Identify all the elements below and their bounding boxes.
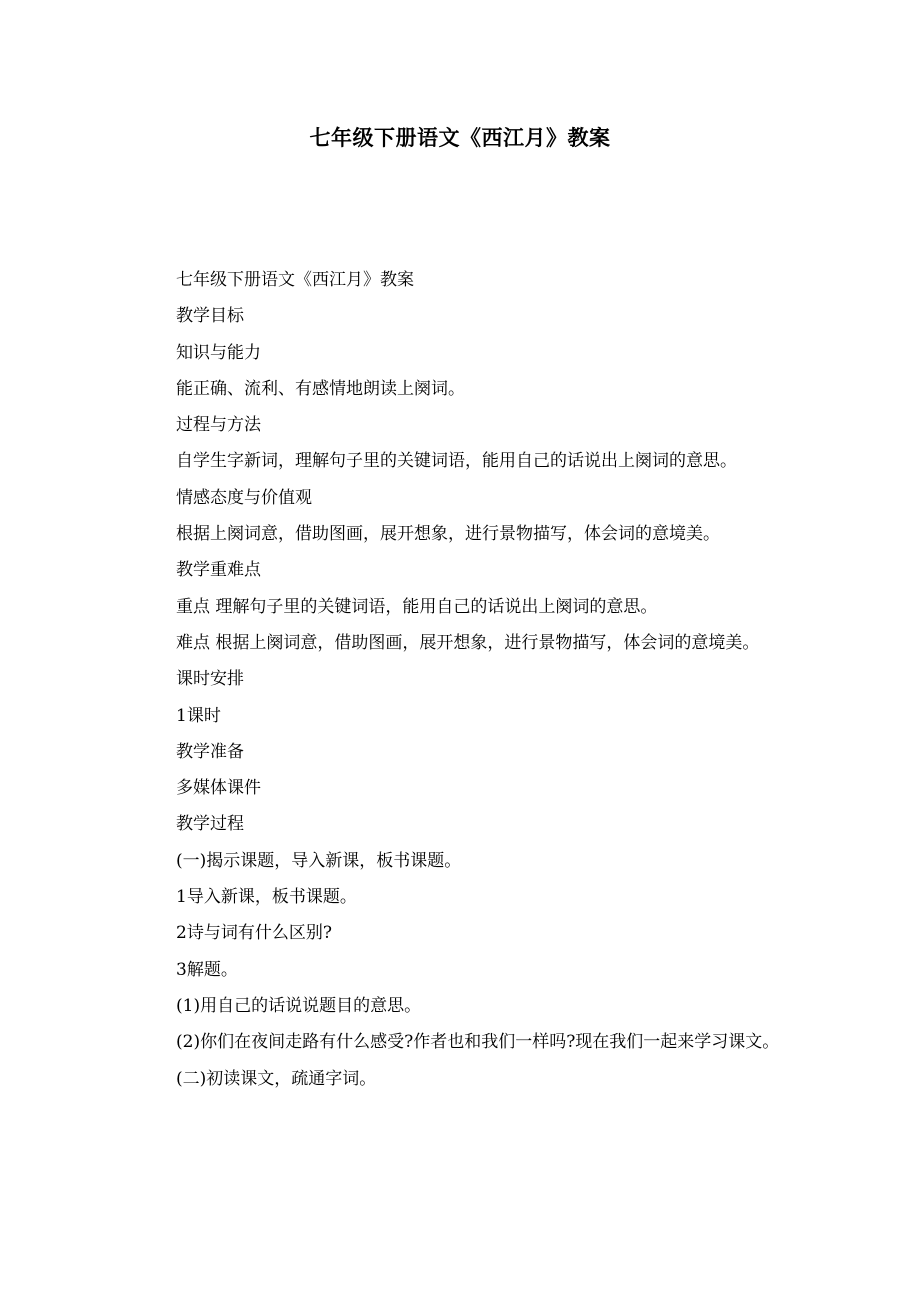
- subsection-heading: 知识与能力: [176, 342, 261, 363]
- section-heading: 课时安排: [176, 669, 244, 690]
- section-heading: 教学重难点: [176, 560, 261, 581]
- paragraph: 多媒体课件: [176, 778, 261, 799]
- subsection-heading: 过程与方法: [176, 415, 261, 436]
- paragraph: 2诗与词有什么区别?: [176, 923, 332, 944]
- section-heading: 教学目标: [176, 306, 244, 327]
- document-body: [140, 262, 788, 1097]
- paragraph: 根据上阕词意，借助图画，展开想象，进行景物描写，体会词的意境美。: [176, 524, 720, 545]
- section-heading: 教学准备: [176, 741, 244, 762]
- paragraph: 1课时: [176, 705, 221, 726]
- paragraph: (二)初读课文，疏通字词。: [176, 1068, 377, 1089]
- paragraph: (一)揭示课题，导入新课，板书课题。: [176, 850, 462, 871]
- paragraph: (1)用自己的话说说题目的意思。: [176, 995, 422, 1016]
- paragraph: 3解题。: [176, 959, 238, 980]
- section-heading: 教学过程: [176, 814, 244, 835]
- subsection-heading: 情感态度与价值观: [176, 487, 312, 508]
- paragraph: 能正确、流利、有感情地朗读上阕词。: [176, 378, 465, 399]
- paragraph: (2)你们在夜间走路有什么感受?作者也和我们一样吗?现在我们一起来学习课文。: [176, 1032, 780, 1053]
- paragraph: 七年级下册语文《西江月》教案: [176, 270, 414, 290]
- paragraph: 1导入新课，板书课题。: [176, 887, 357, 908]
- document-title: 七年级下册语文《西江月》教案: [309, 125, 611, 150]
- paragraph: 重点 理解句子里的关键词语，能用自己的话说出上阕词的意思。: [176, 596, 658, 617]
- paragraph: 自学生字新词，理解句子里的关键词语，能用自己的话说出上阕词的意思。: [176, 451, 737, 472]
- paragraph: 难点 根据上阕词意，借助图画，展开想象，进行景物描写，体会词的意境美。: [176, 632, 760, 653]
